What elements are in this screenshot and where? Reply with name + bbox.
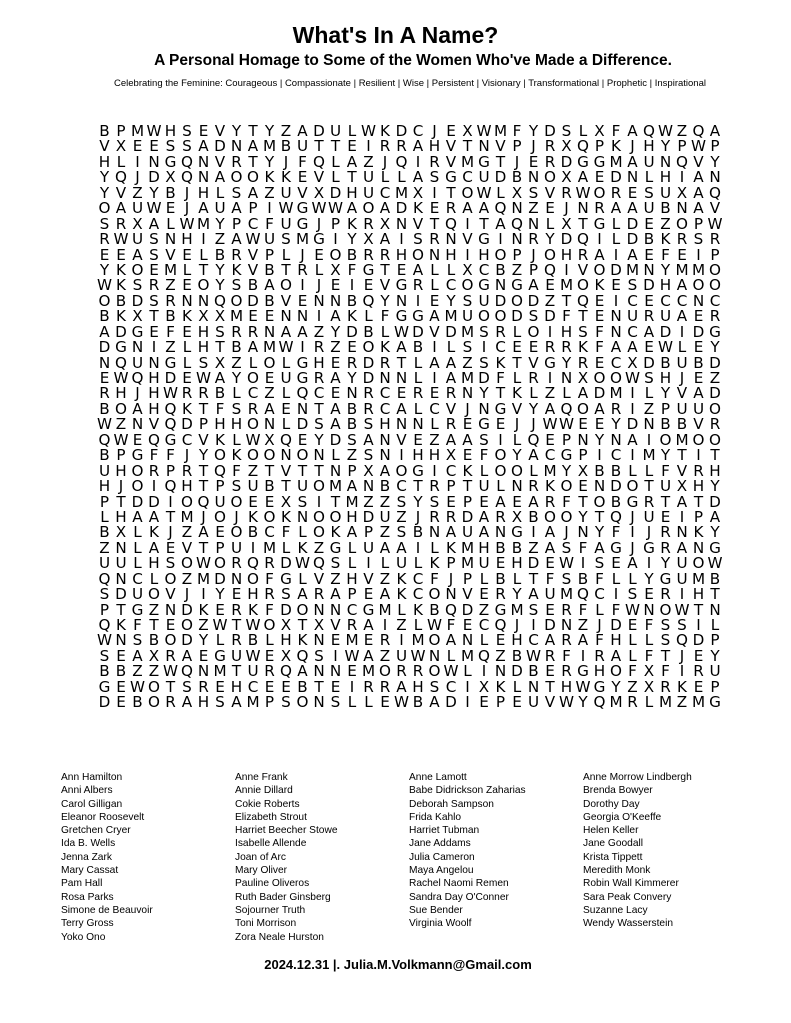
- word-list-item: Maya Angelou: [409, 865, 474, 877]
- word-list: [61, 771, 781, 944]
- grid-row: H J O I Q H T P S U B T U O M A N B C T R P T U L N R K O E N D O T U X H Y: [98, 477, 720, 496]
- word-search-grid: [97, 124, 723, 711]
- grid-row: Y V Z Y B J H L S A Z U V X D H U C M X I T O W L X S V R W O R E S U X A Q: [99, 183, 721, 202]
- word-list-column: [61, 771, 235, 944]
- grid-row: W K S R Z E O Y S B A O I J E I E V G R L C O G N G A E M O K E S D H A O O: [97, 276, 721, 295]
- word-list-item: Krista Tippett: [583, 851, 643, 863]
- word-list-item: Anne Frank: [235, 772, 288, 783]
- grid-row: P T D D I O Q U O E E X S I T M Z Z S Y S E P E A E A R F T O B G R T A T D: [99, 492, 721, 511]
- word-list-item: Suzanne Lacy: [583, 904, 648, 916]
- word-list-item: Yoko Ono: [61, 931, 106, 943]
- page-subtitle: A Personal Homage to Some of the Women Who've Made a Difference.: [154, 52, 672, 69]
- word-list-item: Toni Morrison: [235, 918, 297, 930]
- word-list-item: Mary Oliver: [235, 865, 288, 877]
- grid-row: Z N L A E V T P U I M L K Z G L U A A I L K M H B B Z A S F A G J G R A N G: [99, 538, 721, 557]
- footer-date-email: 2024.12.31 |. Julia.M.Volkmann@Gmail.com: [264, 957, 532, 972]
- word-list-item: Ann Hamilton: [61, 772, 123, 783]
- word-list-item: Sara Peak Convery: [583, 891, 672, 903]
- word-list-item: Zora Neale Hurston: [235, 931, 324, 943]
- word-list-item: Sandra Day O'Conner: [409, 891, 509, 903]
- grid-row: B P G F F J Y O K O O N O N L Z S N I H H X E F O Y A C G P I C I M Y T I T: [99, 446, 720, 465]
- word-list-item: Simone de Beauvoir: [61, 904, 153, 916]
- grid-row: A D G E F E H S R R N A A Z Y D B L W D V D M S R L O I H S F N C A D I D G: [99, 322, 721, 341]
- word-list-item: Rachel Naomi Remen: [409, 878, 509, 890]
- grid-row: R H J H W R R B L C Z L Q C E N R C E R E R N Y T K L Z L A D M I L Y V A D: [99, 384, 721, 403]
- grid-row: U H O R P R T Q F Z T V T T N P X A O G I C K L O O L M Y X B B L L F V R H: [98, 461, 721, 480]
- grid-row: B P M W H S E V Y T Y Z A D U L W K D C J E X W M F Y D S L X F A Q W Z Q A: [99, 122, 721, 140]
- word-list-item: Robin Wall Kimmerer: [583, 878, 679, 890]
- word-list-item: Babe Didrickson Zaharias: [409, 785, 526, 797]
- grid-row: B O A H Q K T F S R A E N T A B R C A L C V J N G V Y A Q O A R I Z P U U O: [99, 399, 721, 418]
- grid-row: N Q U N G L S X Z L O L G H E R D R T L A A Z S K T V G Y R E C X D B U B D: [98, 353, 721, 372]
- tagline: Celebrating the Feminine: Courageous | Compassionate | Resilient | Wise | Persistent | Visionary | Transformational | Prophetic | Inspirational: [114, 78, 706, 89]
- word-list-item: Sue Bender: [409, 904, 463, 916]
- grid-row: S R X A L W M Y P C F U G J P K R X N V T Q I T A Q N L X T G L D E Z O P W: [99, 214, 723, 233]
- word-list-item: Rosa Parks: [61, 891, 114, 903]
- grid-row: E E A S V E L B R V P L J E O B R R H O N H I H O P J O H R A I A E F E I P: [99, 245, 720, 264]
- word-list-item: Cokie Roberts: [235, 798, 300, 810]
- word-list-item: Joan of Arc: [235, 851, 286, 863]
- word-list-item: Elizabeth Strout: [235, 811, 307, 823]
- grid-row: G E W O T S R E H C E E B T E I R R A H S C I X K L N T H W G Y Z X R K E P: [98, 677, 720, 696]
- word-list-item: Sojourner Truth: [235, 904, 306, 916]
- word-list-item: Gretchen Cryer: [61, 825, 131, 837]
- grid-row: D E B O R A H S A M P S O N S L L E W B A D I E P E U V W Y Q M R L M Z M G: [98, 693, 721, 712]
- page-title: What's In A Name?: [292, 22, 499, 48]
- word-list-item: Georgia O'Keeffe: [583, 811, 662, 823]
- word-list-column: [235, 771, 409, 944]
- word-list-item: Ruth Bader Ginsberg: [235, 891, 331, 903]
- grid-row: L H A A T M J O J K O K N O O H D U Z J R R D A R X B O O Y T Q J U E I P A: [100, 507, 721, 526]
- word-list-item: Terry Gross: [61, 918, 114, 930]
- grid-row: S E A X R A E G U W E X Q S I W A Z U W N L M Q Z B W R F I R A L F T J E Y: [99, 646, 720, 665]
- grid-row: W N S B O D Y L R B L H K N E M E R I M O A N L E H C A R A F H L L S Q D P: [97, 631, 720, 650]
- word-list-item: Brenda Bowyer: [583, 785, 653, 797]
- word-list-item: Dorothy Day: [583, 798, 640, 810]
- word-list-item: Wendy Wasserstein: [583, 918, 674, 930]
- word-list-item: Frida Kahlo: [409, 811, 462, 823]
- word-list-item: Deborah Sampson: [409, 798, 494, 810]
- word-list-item: Julia Cameron: [409, 851, 475, 863]
- word-list-item: Jane Addams: [409, 838, 471, 850]
- grid-row: Q W E Q G C V K L W X Q E Y D S A N V E Z A A S I L Q E P N Y N A I O M O O: [98, 430, 721, 449]
- grid-row: S D U O V J I Y E H R S A R A P E A K C O N V E R Y A U M Q C I S E R I H T: [99, 585, 720, 604]
- grid-row: B X L K J Z A E O B C F L O K A P Z S B N A U A N G I A J N Y F I J R N K Y: [99, 523, 720, 542]
- word-list-item: Helen Keller: [583, 825, 639, 837]
- word-list-item: Mary Cassat: [61, 865, 119, 877]
- grid-row: O A U W E J A U A P I W G W W A O A D K E R A A Q N Z E J N R A A U B N A V: [98, 199, 721, 218]
- word-list-item: Carol Gilligan: [61, 798, 123, 810]
- grid-row: D G N I Z L H T B A M W I R Z E O K A B I L S I C E E R R K F A A E W L E Y: [98, 338, 720, 357]
- word-list-item: Pauline Oliveros: [235, 878, 310, 890]
- word-list-item: Harriet Tubman: [409, 825, 480, 837]
- grid-row: V X E E S S A D N A M B U T T E I R R A H V T N V P J R X Q P K J H Y P W P: [99, 137, 720, 156]
- grid-row: E W Q H D E W A Y O E U G R A Y D N N L I A M D F L R I N X O O W S H J E Z: [99, 369, 721, 387]
- word-list-column: [583, 771, 757, 944]
- word-list-item: Annie Dillard: [235, 785, 293, 797]
- word-list-item: Anne Lamott: [409, 772, 467, 783]
- word-list-item: Eleanor Roosevelt: [61, 811, 145, 823]
- grid-row: Y Q J D X Q N A O O K K E V L T U L L A S G C U D B N O X A E D N L H I A N: [99, 168, 721, 187]
- grid-row: R W U S N H I Z A W U S M G I Y X A I S R N V G I N R Y D Q I L D B K R S R: [99, 230, 721, 249]
- word-list-item: Pam Hall: [61, 878, 103, 890]
- word-list-item: Harriet Beecher Stowe: [235, 825, 338, 837]
- grid-row: U U L H S O W O R Q R D W Q S L I L U L K P M U E H D E W I S E A I Y U O W: [98, 554, 723, 573]
- word-list-item: Jane Goodall: [583, 838, 644, 850]
- grid-row: Q N C L O Z M D N O F G L V Z H V Z K C F J P L B L T F S B F L L Y G U M B: [98, 569, 721, 588]
- word-list-item: Jenna Zark: [61, 851, 112, 863]
- grid-row: W Z N V Q D P H H O N L D S A B S H N N L R E G E J J W W E E Y D N B B V R: [97, 415, 721, 434]
- word-list-item: Anne Morrow Lindbergh: [583, 772, 692, 783]
- word-list-item: Meredith Monk: [583, 865, 651, 877]
- word-list-item: Ida B. Wells: [61, 838, 116, 850]
- grid-row: B K X T B K X X M E E N N I A K L F G G A M U O O D S D F T E N U R U A E R: [99, 307, 721, 326]
- grid-row: H L I N G Q N V R T Y J F Q L A Z J Q I R V M G T J E R D G G M A U N Q V Y: [98, 152, 720, 171]
- grid-row: B B Z Z W Q N M T U R Q A N N E M O R R O W L I N D B E R G H O F X F I R U: [99, 662, 721, 681]
- word-list-item: Virginia Woolf: [409, 918, 472, 930]
- grid-row: Q K F T E O Z W T W O X T X V R A I Z L W F E C Q J I D N Z J D E F S S I L: [98, 616, 720, 634]
- word-list-item: Isabelle Allende: [235, 838, 307, 850]
- word-list-item: Anni Albers: [61, 785, 113, 797]
- word-list-column: [409, 771, 583, 944]
- grid-row: O B D S R N N Q O D B V E N N B Q Y N I E Y S U D O D Z T Q E I C E C C N C: [98, 291, 721, 310]
- grid-row: P T G Z N D K E R K F D O N N C G M L K B Q D Z G M S E R F L F W N O W T N: [99, 600, 721, 619]
- grid-row: Y K O E M L T Y K V B T R L X F G T E A L L X C B Z P Q I V O D M N Y M M O: [99, 260, 721, 279]
